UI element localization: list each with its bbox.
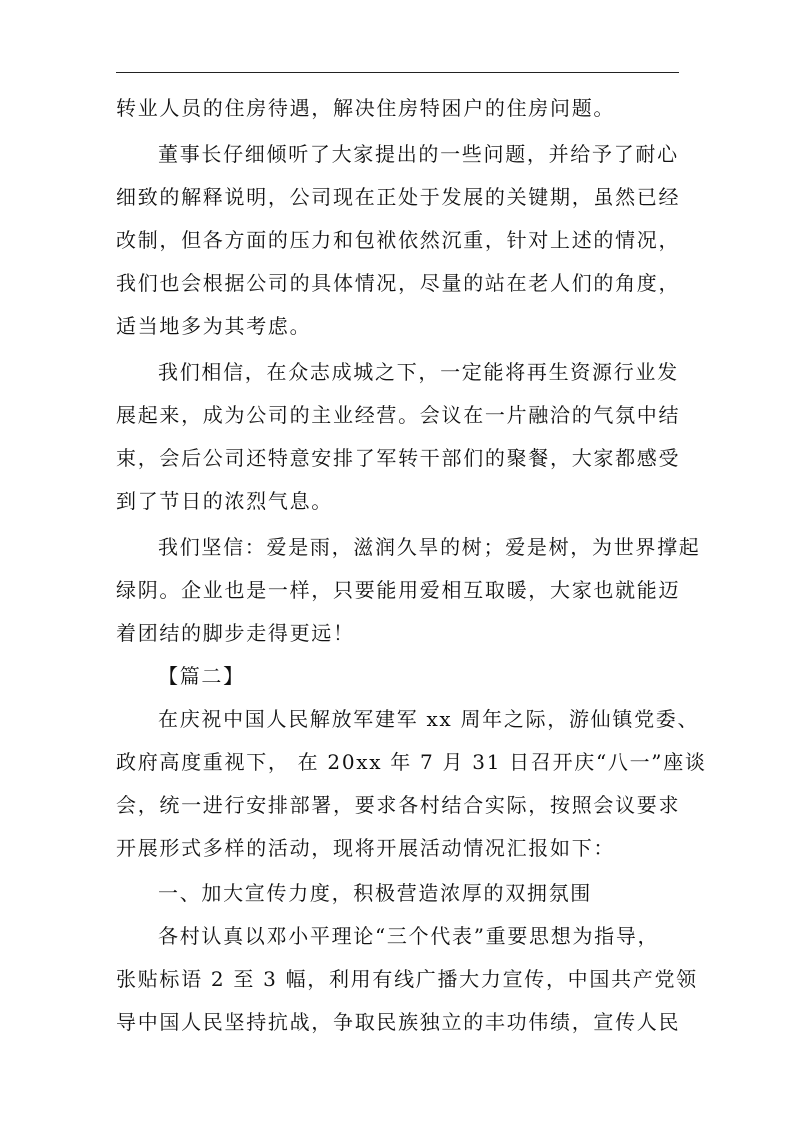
text-line: 导中国人民坚持抗战，争取民族独立的丰功伟绩，宣传人民 (116, 1010, 681, 1034)
paragraph-first-line: 各村认真以邓小平理论“三个代表”重要思想为指导， (158, 924, 660, 948)
text-line: 开展形式多样的活动，现将开展活动情况汇报如下： (116, 836, 616, 860)
text-line: 展起来，成为公司的主业经营。会议在一片融洽的气氛中结 (116, 403, 681, 427)
text-line: 束，会后公司还特意安排了军转干部们的聚餐，大家都感受 (116, 446, 681, 470)
text-line: 细致的解释说明，公司现在正处于发展的关键期，虽然已经 (116, 185, 681, 209)
text-line: 张贴标语 2 至 3 幅，利用有线广播大力宣传，中国共产党领 (116, 967, 698, 991)
text-line: 绿阴。企业也是一样，只要能用爱相互取暖，大家也就能迈 (116, 578, 681, 602)
subsection-heading: 一、加大宣传力度，积极营造浓厚的双拥氛围 (158, 881, 592, 905)
text-line: 会，统一进行安排部署，要求各村结合实际，按照会议要求 (116, 793, 681, 817)
header-rule (116, 72, 679, 73)
paragraph-first-line: 在庆祝中国人民解放军建军 xx 周年之际，游仙镇党委、 (158, 707, 700, 731)
text-line: 转业人员的住房待遇，解决住房特困户的住房问题。 (116, 96, 616, 120)
paragraph-first-line: 董事长仔细倾听了大家提出的一些问题，并给予了耐心 (158, 142, 679, 166)
text-line: 我们也会根据公司的具体情况，尽量的站在老人们的角度， (116, 271, 681, 295)
text-line: 政府高度重视下， 在 20xx 年 7 月 31 日召开庆“八一”座谈 (116, 750, 707, 774)
paragraph-first-line: 我们坚信：爱是雨，滋润久旱的树；爱是树，为世界撑起 (158, 535, 701, 559)
paragraph-first-line: 我们相信，在众志成城之下，一定能将再生资源行业发 (158, 360, 679, 384)
text-line: 着团结的脚步走得更远！ (116, 621, 355, 645)
text-line: 适当地多为其考虑。 (116, 314, 312, 338)
text-line: 改制，但各方面的压力和包袱依然沉重，针对上述的情况， (116, 228, 681, 252)
text-line: 到了节日的浓烈气息。 (116, 489, 333, 513)
section-heading: 【篇二】 (158, 664, 245, 688)
